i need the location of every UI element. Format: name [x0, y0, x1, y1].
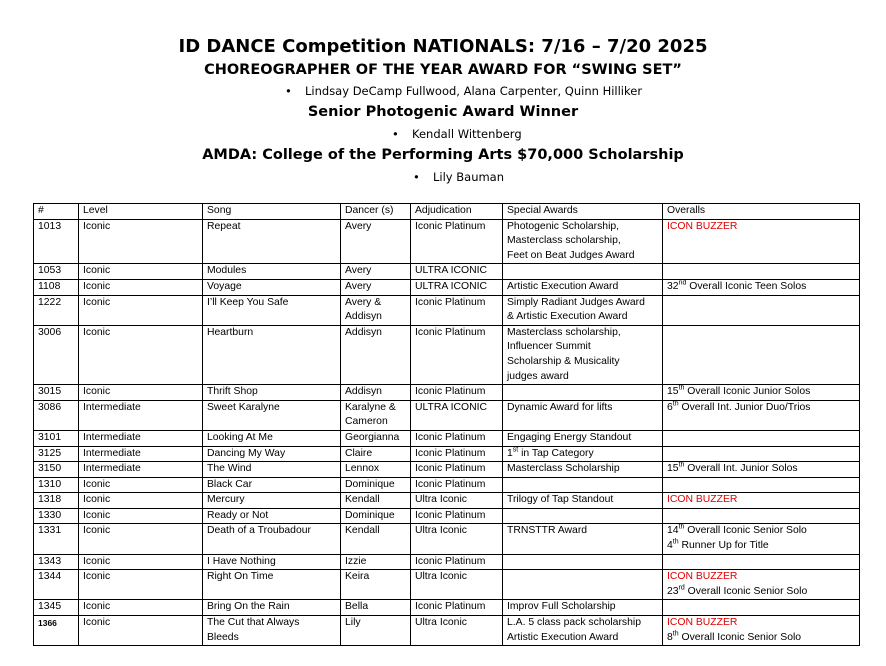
cell-overalls	[663, 385, 860, 401]
cell-song: Modules	[203, 264, 341, 280]
cell-level: Intermediate	[79, 400, 203, 430]
cell-special-awards: Photogenic Scholarship, Masterclass scholarship, Feet on Beat Judges Award	[503, 219, 663, 264]
overall-placement: 15th Overall Int. Junior Solos	[667, 461, 798, 475]
cell-overalls	[663, 493, 860, 509]
col-header-song: Song	[203, 204, 341, 220]
cell-song: The Wind	[203, 462, 341, 478]
cell-dancers: Keira	[341, 570, 411, 600]
results-table	[33, 203, 860, 646]
cell-special-awards: Trilogy of Tap Standout	[503, 493, 663, 509]
cell-dancers: Avery	[341, 219, 411, 264]
icon-buzzer-label: ICON BUZZER	[667, 617, 738, 629]
choreographer-award-title: CHOREOGRAPHER OF THE YEAR AWARD FOR “SWING SET”	[204, 62, 682, 78]
cell-level: Iconic	[79, 600, 203, 616]
cell-overalls	[663, 524, 860, 554]
cell-adjudication: Iconic Platinum	[411, 219, 503, 264]
cell-level: Iconic	[79, 493, 203, 509]
cell-special-awards: Improv Full Scholarship	[503, 600, 663, 616]
cell-level: Iconic	[79, 295, 203, 325]
cell-adjudication: Ultra Iconic	[411, 570, 503, 600]
table-row	[34, 325, 860, 384]
cell-song: The Cut that Always Bleeds	[203, 616, 341, 646]
cell-level: Iconic	[79, 264, 203, 280]
choreographer-names: Lindsay DeCamp Fullwood, Alana Carpenter, Quinn Hilliker	[305, 84, 643, 98]
cell-song: Voyage	[203, 279, 341, 295]
cell-special-awards: L.A. 5 class pack scholarship Artistic Execution Award	[503, 616, 663, 646]
cell-adjudication: Ultra Iconic	[411, 493, 503, 509]
cell-level: Intermediate	[79, 462, 203, 478]
cell-dancers: Avery & Addisyn	[341, 295, 411, 325]
cell-song: Black Car	[203, 477, 341, 493]
cell-song: I’ll Keep You Safe	[203, 295, 341, 325]
cell-dancers: Bella	[341, 600, 411, 616]
cell-song: Mercury	[203, 493, 341, 509]
cell-overalls	[663, 554, 860, 570]
cell-overalls	[663, 462, 860, 478]
table-row	[34, 616, 860, 646]
cell-special-awards: TRNSTTR Award	[503, 524, 663, 554]
cell-level: Iconic	[79, 554, 203, 570]
cell-number: 1108	[34, 279, 79, 295]
cell-song: Heartburn	[203, 325, 341, 384]
cell-song: Right On Time	[203, 570, 341, 600]
cell-number: 3086	[34, 400, 79, 430]
table-row	[34, 400, 860, 430]
cell-adjudication: Ultra Iconic	[411, 524, 503, 554]
cell-special-awards	[503, 385, 663, 401]
cell-dancers: Lily	[341, 616, 411, 646]
photogenic-winner: Kendall Wittenberg	[412, 127, 522, 141]
amda-scholarship-title: AMDA: College of the Performing Arts $70,000 Scholarship	[202, 147, 684, 163]
cell-overalls	[663, 570, 860, 600]
cell-dancers: Izzie	[341, 554, 411, 570]
overall-placement: 23rd Overall Iconic Senior Solo	[667, 584, 808, 597]
cell-adjudication: ULTRA ICONIC	[411, 279, 503, 295]
cell-number: 1013	[34, 219, 79, 264]
cell-adjudication: Ultra Iconic	[411, 616, 503, 646]
cell-song: Sweet Karalyne	[203, 400, 341, 430]
cell-level: Iconic	[79, 219, 203, 264]
table-row	[34, 430, 860, 446]
cell-song: Dancing My Way	[203, 446, 341, 462]
cell-adjudication: Iconic Platinum	[411, 554, 503, 570]
cell-number: 1366	[34, 616, 79, 646]
cell-song: Ready or Not	[203, 508, 341, 524]
cell-special-awards	[503, 508, 663, 524]
cell-number: 1344	[34, 570, 79, 600]
table-row	[34, 446, 860, 462]
cell-adjudication: Iconic Platinum	[411, 295, 503, 325]
cell-adjudication: ULTRA ICONIC	[411, 400, 503, 430]
cell-level: Iconic	[79, 385, 203, 401]
table-row	[34, 493, 860, 509]
col-header-number: #	[34, 204, 79, 220]
table-row	[34, 554, 860, 570]
cell-level: Iconic	[79, 325, 203, 384]
cell-adjudication: Iconic Platinum	[411, 462, 503, 478]
cell-level: Iconic	[79, 616, 203, 646]
cell-level: Intermediate	[79, 446, 203, 462]
cell-level: Iconic	[79, 524, 203, 554]
overall-placement: 15th Overall Iconic Junior Solos	[667, 384, 811, 398]
cell-special-awards: 1st in Tap Category	[503, 446, 663, 462]
cell-number: 1053	[34, 264, 79, 280]
cell-dancers: Kendall	[341, 524, 411, 554]
table-row	[34, 600, 860, 616]
table-row	[34, 279, 860, 295]
cell-dancers: Avery	[341, 264, 411, 280]
cell-adjudication: Iconic Platinum	[411, 508, 503, 524]
cell-overalls	[663, 264, 860, 280]
icon-buzzer-label: ICON BUZZER	[667, 494, 738, 506]
cell-song: Bring On the Rain	[203, 600, 341, 616]
cell-adjudication: Iconic Platinum	[411, 477, 503, 493]
cell-level: Iconic	[79, 279, 203, 295]
page-title: ID DANCE Competition NATIONALS: 7/16 – 7/20 2025	[178, 36, 708, 57]
cell-overalls	[663, 446, 860, 462]
table-row	[34, 219, 860, 264]
cell-overalls	[663, 477, 860, 493]
cell-overalls	[663, 219, 860, 264]
cell-special-awards	[503, 264, 663, 280]
cell-dancers: Dominique	[341, 477, 411, 493]
cell-special-awards: Masterclass Scholarship	[503, 462, 663, 478]
cell-dancers: Claire	[341, 446, 411, 462]
cell-dancers: Karalyne & Cameron	[341, 400, 411, 430]
amda-winner-item	[413, 170, 504, 184]
cell-overalls	[663, 600, 860, 616]
table-row	[34, 477, 860, 493]
cell-song: Thrift Shop	[203, 385, 341, 401]
choreographer-names-item	[285, 84, 642, 98]
cell-number: 3015	[34, 385, 79, 401]
cell-dancers: Dominique	[341, 508, 411, 524]
bullet-icon: •	[413, 170, 420, 184]
cell-overalls	[663, 616, 860, 646]
cell-level: Iconic	[79, 570, 203, 600]
cell-special-awards	[503, 570, 663, 600]
cell-special-awards	[503, 477, 663, 493]
cell-overalls	[663, 430, 860, 446]
cell-dancers: Kendall	[341, 493, 411, 509]
cell-adjudication: Iconic Platinum	[411, 385, 503, 401]
cell-special-awards	[503, 554, 663, 570]
cell-level: Iconic	[79, 477, 203, 493]
cell-dancers: Lennox	[341, 462, 411, 478]
cell-dancers: Georgianna	[341, 430, 411, 446]
icon-buzzer-label: ICON BUZZER	[667, 571, 738, 583]
cell-number: 3150	[34, 462, 79, 478]
table-row	[34, 264, 860, 280]
cell-song: Looking At Me	[203, 430, 341, 446]
photogenic-winner-item	[392, 127, 522, 141]
cell-song: Repeat	[203, 219, 341, 264]
overall-placement: 8th Overall Iconic Senior Solo	[667, 630, 802, 643]
photogenic-award-title: Senior Photogenic Award Winner	[307, 104, 579, 120]
cell-number: 1318	[34, 493, 79, 509]
cell-special-awards: Simply Radiant Judges Award & Artistic Execution Award	[503, 295, 663, 325]
cell-overalls	[663, 325, 860, 384]
cell-adjudication: Iconic Platinum	[411, 430, 503, 446]
cell-dancers: Addisyn	[341, 385, 411, 401]
cell-dancers: Avery	[341, 279, 411, 295]
icon-buzzer-label: ICON BUZZER	[667, 220, 738, 232]
bullet-icon: •	[392, 127, 399, 141]
overall-placement: 32nd Overall Iconic Teen Solos	[667, 279, 807, 292]
cell-song: I Have Nothing	[203, 554, 341, 570]
cell-number: 1331	[34, 524, 79, 554]
col-header-special-awards: Special Awards	[503, 204, 663, 220]
cell-overalls	[663, 295, 860, 325]
bullet-icon: •	[285, 84, 292, 98]
table-row	[34, 524, 860, 554]
cell-song: Death of a Troubadour	[203, 524, 341, 554]
cell-number: 1345	[34, 600, 79, 616]
cell-number: 1222	[34, 295, 79, 325]
table-row	[34, 462, 860, 478]
table-header-row	[34, 204, 860, 220]
overall-placement: 14th Overall Iconic Senior Solo 4th Runner Up for Title	[667, 524, 807, 552]
table-row	[34, 570, 860, 600]
cell-special-awards: Dynamic Award for lifts	[503, 400, 663, 430]
cell-adjudication: Iconic Platinum	[411, 446, 503, 462]
cell-number: 1343	[34, 554, 79, 570]
table-row	[34, 508, 860, 524]
cell-level: Intermediate	[79, 430, 203, 446]
cell-overalls	[663, 400, 860, 430]
table-row	[34, 385, 860, 401]
cell-adjudication: Iconic Platinum	[411, 325, 503, 384]
table-row	[34, 295, 860, 325]
cell-adjudication: ULTRA ICONIC	[411, 264, 503, 280]
overall-placement: 6th Overall Int. Junior Duo/Trios	[667, 400, 811, 413]
cell-special-awards: Engaging Energy Standout	[503, 430, 663, 446]
col-header-level: Level	[79, 204, 203, 220]
cell-special-awards: Artistic Execution Award	[503, 279, 663, 295]
cell-number: 1330	[34, 508, 79, 524]
col-header-dancers: Dancer (s)	[341, 204, 411, 220]
cell-overalls	[663, 279, 860, 295]
cell-number: 3006	[34, 325, 79, 384]
cell-dancers: Addisyn	[341, 325, 411, 384]
col-header-adjudication: Adjudication	[411, 204, 503, 220]
cell-number: 3101	[34, 430, 79, 446]
cell-adjudication: Iconic Platinum	[411, 600, 503, 616]
cell-number: 3125	[34, 446, 79, 462]
cell-number: 1310	[34, 477, 79, 493]
cell-level: Iconic	[79, 508, 203, 524]
cell-special-awards: Masterclass scholarship, Influencer Summit Scholarship & Musicality judges award	[503, 325, 663, 384]
amda-winner: Lily Bauman	[433, 170, 505, 184]
cell-overalls	[663, 508, 860, 524]
col-header-overalls: Overalls	[663, 204, 860, 220]
